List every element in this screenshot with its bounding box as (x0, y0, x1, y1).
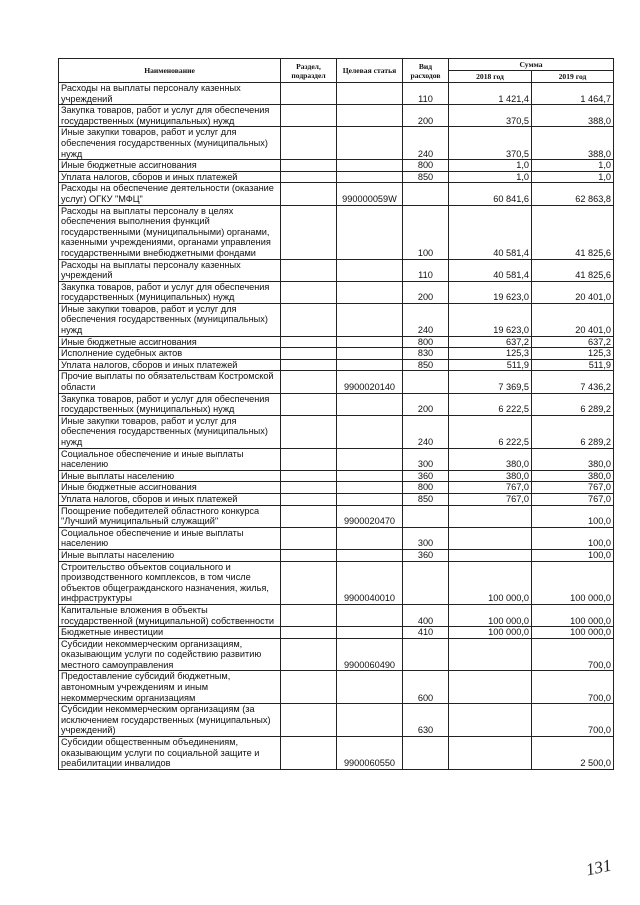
cell-name: Закупка товаров, работ и услуг для обеспечения государственных (муниципальных) нужд (59, 281, 281, 303)
cell-2018: 370,5 (449, 127, 532, 160)
cell-name: Социальное обеспечение и иные выплаты населению (59, 448, 281, 470)
table-row (59, 638, 614, 671)
table-row (59, 259, 614, 281)
table-row (59, 470, 614, 482)
table-row (59, 527, 614, 549)
cell-section (281, 259, 337, 281)
cell-2019: 1,0 (532, 160, 614, 172)
cell-2018: 40 581,4 (449, 259, 532, 281)
cell-kind: 800 (403, 160, 449, 172)
cell-2018: 100 000,0 (449, 604, 532, 626)
cell-target: 990000059W (337, 183, 403, 205)
cell-target (337, 527, 403, 549)
cell-kind: 410 (403, 627, 449, 639)
table-row (59, 604, 614, 626)
table-row (59, 83, 614, 105)
cell-kind: 110 (403, 83, 449, 105)
table-header (59, 59, 614, 83)
cell-name: Иные закупки товаров, работ и услуг для обеспечения государственных (муниципальных) нужд (59, 303, 281, 336)
cell-target: 9900020140 (337, 371, 403, 393)
cell-name: Прочие выплаты по обязательствам Костромской области (59, 371, 281, 393)
cell-kind (403, 183, 449, 205)
cell-target: 9900060490 (337, 638, 403, 671)
cell-name: Исполнение судебных актов (59, 348, 281, 360)
table-row (59, 183, 614, 205)
cell-kind: 200 (403, 393, 449, 415)
cell-name: Поощрение победителей областного конкурса "Лучший муниципальный служащий" (59, 505, 281, 527)
table-row (59, 393, 614, 415)
cell-kind: 110 (403, 259, 449, 281)
cell-kind (403, 561, 449, 604)
cell-name: Расходы на обеспечение деятельности (оказание услуг) ОГКУ "МФЦ" (59, 183, 281, 205)
cell-name: Уплата налогов, сборов и иных платежей (59, 171, 281, 183)
budget-table (58, 58, 614, 770)
header-year-2019: 2019 год (532, 71, 614, 83)
cell-name: Иные бюджетные ассигнования (59, 336, 281, 348)
cell-name: Расходы на выплаты персоналу казенных учреждений (59, 83, 281, 105)
cell-2019: 100 000,0 (532, 627, 614, 639)
cell-2018: 7 369,5 (449, 371, 532, 393)
cell-2019: 41 825,6 (532, 259, 614, 281)
cell-section (281, 527, 337, 549)
cell-2018: 19 623,0 (449, 281, 532, 303)
cell-2019: 1,0 (532, 171, 614, 183)
cell-target (337, 336, 403, 348)
cell-name: Социальное обеспечение и иные выплаты населению (59, 527, 281, 549)
cell-target (337, 105, 403, 127)
cell-2019: 700,0 (532, 638, 614, 671)
cell-kind: 240 (403, 127, 449, 160)
cell-target (337, 348, 403, 360)
cell-name: Закупка товаров, работ и услуг для обеспечения государственных (муниципальных) нужд (59, 393, 281, 415)
cell-section (281, 160, 337, 172)
cell-2018: 100 000,0 (449, 627, 532, 639)
cell-section (281, 604, 337, 626)
cell-2019: 125,3 (532, 348, 614, 360)
cell-kind: 630 (403, 704, 449, 737)
header-sum: Сумма (449, 59, 614, 71)
cell-target (337, 482, 403, 494)
cell-target (337, 549, 403, 561)
cell-name: Расходы на выплаты персоналу в целях обеспечения выполнения функций государственными (муниципальными) органами, казенными учреждениями, органами управления государственными внебюджетными фондами (59, 205, 281, 259)
cell-section (281, 393, 337, 415)
cell-section (281, 549, 337, 561)
cell-2018: 1,0 (449, 171, 532, 183)
table-row (59, 336, 614, 348)
cell-kind: 240 (403, 415, 449, 448)
cell-2019: 700,0 (532, 671, 614, 704)
cell-section (281, 105, 337, 127)
cell-kind: 300 (403, 527, 449, 549)
cell-2018: 6 222,5 (449, 415, 532, 448)
cell-2019: 388,0 (532, 127, 614, 160)
cell-target (337, 83, 403, 105)
cell-section (281, 83, 337, 105)
cell-section (281, 561, 337, 604)
table-row (59, 127, 614, 160)
table-row (59, 171, 614, 183)
cell-kind: 850 (403, 493, 449, 505)
cell-section (281, 493, 337, 505)
table-row (59, 627, 614, 639)
cell-2018: 511,9 (449, 359, 532, 371)
cell-target (337, 627, 403, 639)
cell-2018: 100 000,0 (449, 561, 532, 604)
cell-2018 (449, 505, 532, 527)
cell-2019: 100 000,0 (532, 604, 614, 626)
cell-2018 (449, 527, 532, 549)
cell-target (337, 259, 403, 281)
cell-2019: 20 401,0 (532, 281, 614, 303)
cell-target (337, 205, 403, 259)
cell-name: Строительство объектов социального и производственного комплексов, в том числе объектов общегражданского назначения, жилья, инфраструктуры (59, 561, 281, 604)
cell-2018 (449, 549, 532, 561)
cell-2018: 380,0 (449, 470, 532, 482)
cell-target (337, 604, 403, 626)
cell-2019: 380,0 (532, 470, 614, 482)
cell-2019: 100 000,0 (532, 561, 614, 604)
cell-2018: 40 581,4 (449, 205, 532, 259)
cell-section (281, 303, 337, 336)
table-row (59, 415, 614, 448)
cell-target: 9900040010 (337, 561, 403, 604)
header-section: Раздел, подраздел (281, 59, 337, 83)
cell-name: Иные выплаты населению (59, 470, 281, 482)
cell-target (337, 171, 403, 183)
cell-2019: 100,0 (532, 549, 614, 561)
cell-2019: 62 863,8 (532, 183, 614, 205)
cell-section (281, 638, 337, 671)
cell-2019: 767,0 (532, 482, 614, 494)
table-row (59, 505, 614, 527)
cell-2018 (449, 671, 532, 704)
cell-target (337, 448, 403, 470)
table-row (59, 205, 614, 259)
cell-2019: 380,0 (532, 448, 614, 470)
cell-section (281, 505, 337, 527)
cell-kind: 850 (403, 171, 449, 183)
cell-kind: 360 (403, 549, 449, 561)
cell-target (337, 415, 403, 448)
cell-2019: 20 401,0 (532, 303, 614, 336)
cell-target (337, 393, 403, 415)
cell-kind (403, 505, 449, 527)
cell-2019: 700,0 (532, 704, 614, 737)
header-year-2018: 2018 год (449, 71, 532, 83)
cell-target (337, 160, 403, 172)
cell-kind: 400 (403, 604, 449, 626)
cell-section (281, 359, 337, 371)
cell-kind: 300 (403, 448, 449, 470)
table-row (59, 493, 614, 505)
cell-target (337, 127, 403, 160)
cell-section (281, 704, 337, 737)
cell-section (281, 348, 337, 360)
cell-kind: 830 (403, 348, 449, 360)
cell-2019: 2 500,0 (532, 737, 614, 770)
cell-name: Субсидии некоммерческим организациям (за исключением государственных (муниципальных) учреждений) (59, 704, 281, 737)
cell-kind (403, 737, 449, 770)
table-row (59, 561, 614, 604)
table-row (59, 704, 614, 737)
cell-2019: 6 289,2 (532, 393, 614, 415)
header-kind: Вид расходов (403, 59, 449, 83)
cell-2019: 41 825,6 (532, 205, 614, 259)
table-row (59, 737, 614, 770)
cell-section (281, 205, 337, 259)
cell-kind: 800 (403, 336, 449, 348)
cell-name: Бюджетные инвестиции (59, 627, 281, 639)
table-row (59, 671, 614, 704)
cell-2018: 1,0 (449, 160, 532, 172)
cell-target (337, 470, 403, 482)
table-row (59, 448, 614, 470)
table-row (59, 160, 614, 172)
cell-kind: 800 (403, 482, 449, 494)
cell-name: Уплата налогов, сборов и иных платежей (59, 493, 281, 505)
table-row (59, 371, 614, 393)
cell-kind (403, 638, 449, 671)
cell-name: Иные бюджетные ассигнования (59, 482, 281, 494)
cell-name: Субсидии некоммерческим организациям, оказывающим услуги по содействию развитию местного самоуправления (59, 638, 281, 671)
cell-2018 (449, 737, 532, 770)
cell-2019: 767,0 (532, 493, 614, 505)
cell-section (281, 627, 337, 639)
cell-section (281, 671, 337, 704)
cell-2019: 100,0 (532, 505, 614, 527)
cell-section (281, 737, 337, 770)
cell-kind: 850 (403, 359, 449, 371)
cell-2019: 511,9 (532, 359, 614, 371)
cell-target (337, 671, 403, 704)
cell-section (281, 448, 337, 470)
cell-2018: 637,2 (449, 336, 532, 348)
table-row (59, 303, 614, 336)
header-name: Наименование (59, 59, 281, 83)
cell-name: Иные выплаты населению (59, 549, 281, 561)
table-row (59, 105, 614, 127)
cell-kind: 360 (403, 470, 449, 482)
cell-name: Иные закупки товаров, работ и услуг для обеспечения государственных (муниципальных) нужд (59, 415, 281, 448)
cell-kind: 240 (403, 303, 449, 336)
cell-2018 (449, 704, 532, 737)
table-row (59, 348, 614, 360)
cell-2019: 100,0 (532, 527, 614, 549)
header-target: Целевая статья (337, 59, 403, 83)
cell-name: Иные бюджетные ассигнования (59, 160, 281, 172)
cell-section (281, 183, 337, 205)
cell-kind: 200 (403, 105, 449, 127)
cell-name: Капитальные вложения в объекты государственной (муниципальной) собственности (59, 604, 281, 626)
table-row (59, 482, 614, 494)
cell-kind (403, 371, 449, 393)
cell-target (337, 303, 403, 336)
cell-2018: 767,0 (449, 493, 532, 505)
cell-target: 9900020470 (337, 505, 403, 527)
cell-2018: 370,5 (449, 105, 532, 127)
cell-target (337, 704, 403, 737)
cell-target (337, 493, 403, 505)
cell-target: 9900060550 (337, 737, 403, 770)
cell-target (337, 281, 403, 303)
cell-section (281, 336, 337, 348)
cell-2018: 19 623,0 (449, 303, 532, 336)
cell-section (281, 470, 337, 482)
table-row (59, 549, 614, 561)
cell-2019: 637,2 (532, 336, 614, 348)
cell-section (281, 371, 337, 393)
cell-2018: 380,0 (449, 448, 532, 470)
cell-kind: 600 (403, 671, 449, 704)
cell-kind: 200 (403, 281, 449, 303)
cell-name: Субсидии общественным объединениям, оказывающим услуги по социальной защите и реабилитации инвалидов (59, 737, 281, 770)
cell-2019: 6 289,2 (532, 415, 614, 448)
cell-name: Иные закупки товаров, работ и услуг для обеспечения государственных (муниципальных) нужд (59, 127, 281, 160)
cell-name: Расходы на выплаты персоналу казенных учреждений (59, 259, 281, 281)
cell-2018 (449, 638, 532, 671)
cell-kind: 100 (403, 205, 449, 259)
cell-section (281, 415, 337, 448)
cell-name: Предоставление субсидий бюджетным, автономным учреждениям и иным некоммерческим организациям (59, 671, 281, 704)
cell-section (281, 171, 337, 183)
cell-2019: 7 436,2 (532, 371, 614, 393)
cell-name: Уплата налогов, сборов и иных платежей (59, 359, 281, 371)
table-row (59, 359, 614, 371)
page-number-mark: 131 (584, 855, 614, 880)
cell-target (337, 359, 403, 371)
cell-section (281, 482, 337, 494)
cell-2018: 767,0 (449, 482, 532, 494)
cell-2019: 1 464,7 (532, 83, 614, 105)
cell-2019: 388,0 (532, 105, 614, 127)
table-body (59, 83, 614, 770)
table-row (59, 281, 614, 303)
cell-name: Закупка товаров, работ и услуг для обеспечения государственных (муниципальных) нужд (59, 105, 281, 127)
cell-section (281, 281, 337, 303)
cell-2018: 1 421,4 (449, 83, 532, 105)
cell-2018: 60 841,6 (449, 183, 532, 205)
cell-2018: 125,3 (449, 348, 532, 360)
cell-section (281, 127, 337, 160)
cell-2018: 6 222,5 (449, 393, 532, 415)
